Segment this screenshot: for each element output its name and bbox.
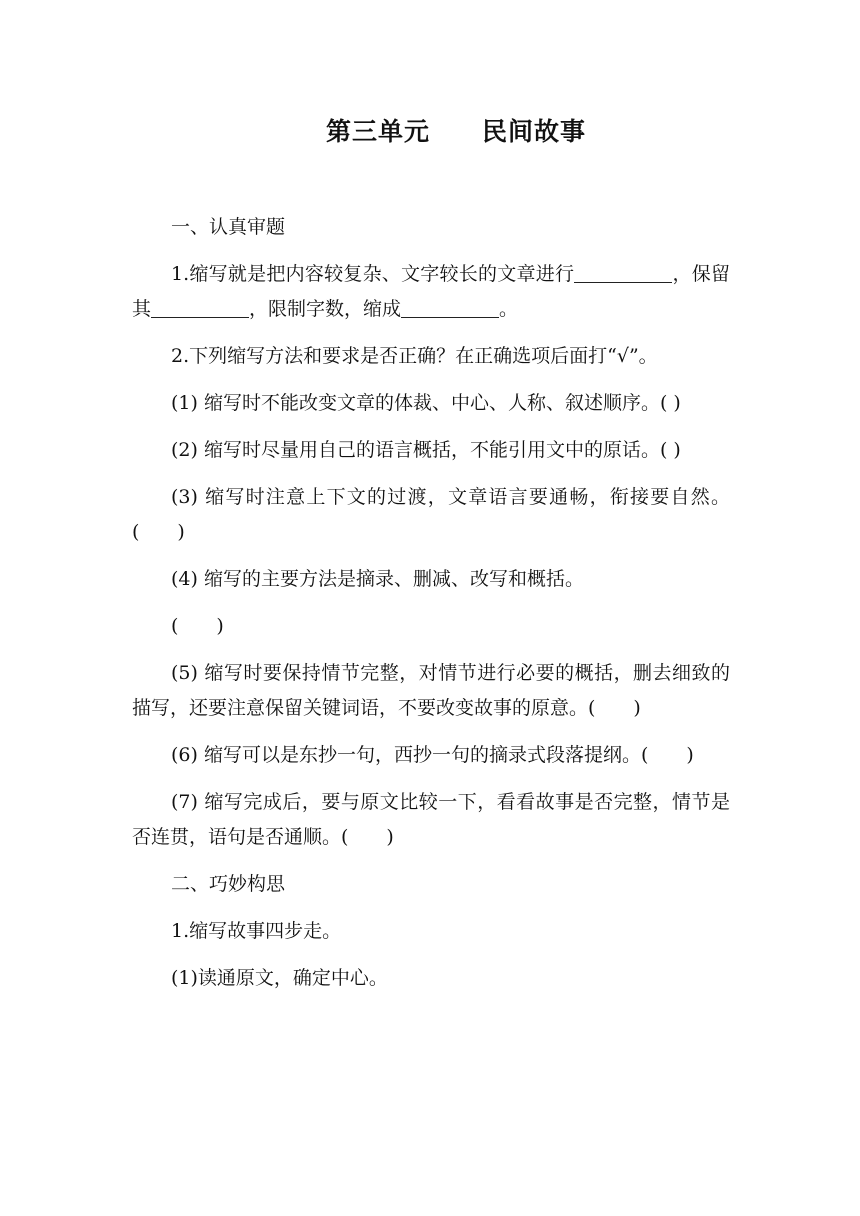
judgement-item-5: (5) 缩写时要保持情节完整，对情节进行必要的概括，删去细致的描写，还要注意保留关键词语，不要改变故事的原意。( ) xyxy=(132,662,730,719)
answer-blank-3[interactable] xyxy=(401,298,499,318)
page-title: 第三单元 民间故事 xyxy=(325,117,586,146)
section-2-item-1: 1.缩写故事四步走。 xyxy=(171,920,342,942)
judgement-item-2: (2) 缩写时尽量用自己的语言概括，不能引用文中的原话。( ) xyxy=(171,439,681,461)
judgement-item-6: (6) 缩写可以是东抄一句，西抄一句的摘录式段落提纲。( ) xyxy=(171,744,694,766)
question-1-text-c: ，限制字数，缩成 xyxy=(249,298,402,320)
question-1-text-a: 1.缩写就是把内容较复杂、文字较长的文章进行 xyxy=(171,263,575,285)
section-heading-1: 一、认真审题 xyxy=(171,216,286,238)
question-1-text-b: ，保留其 xyxy=(132,263,730,320)
document-body xyxy=(132,210,730,996)
judgement-item-3: (3) 缩写时注意上下文的过渡，文章语言要通畅，衔接要自然。( ) xyxy=(132,486,730,543)
answer-blank-1[interactable] xyxy=(574,263,672,283)
judgement-item-7: (7) 缩写完成后，要与原文比较一下，看看故事是否完整，情节是否连贯，语句是否通顺。( ) xyxy=(132,791,730,848)
answer-blank-2[interactable] xyxy=(151,298,249,318)
judgement-item-1: (1) 缩写时不能改变文章的体裁、中心、人称、叙述顺序。( ) xyxy=(171,392,681,414)
judgement-item-4-answer: ( ) xyxy=(171,615,224,637)
section-heading-2: 二、巧妙构思 xyxy=(171,873,286,895)
judgement-item-4: (4) 缩写的主要方法是摘录、删减、改写和概括。 xyxy=(171,568,584,590)
section-2-sub-1: (1)读通原文，确定中心。 xyxy=(171,967,388,989)
question-2-prompt: 2.下列缩写方法和要求是否正确？在正确选项后面打“√”。 xyxy=(171,345,658,367)
question-1-text-d: 。 xyxy=(499,298,519,320)
question-1 xyxy=(132,257,730,327)
